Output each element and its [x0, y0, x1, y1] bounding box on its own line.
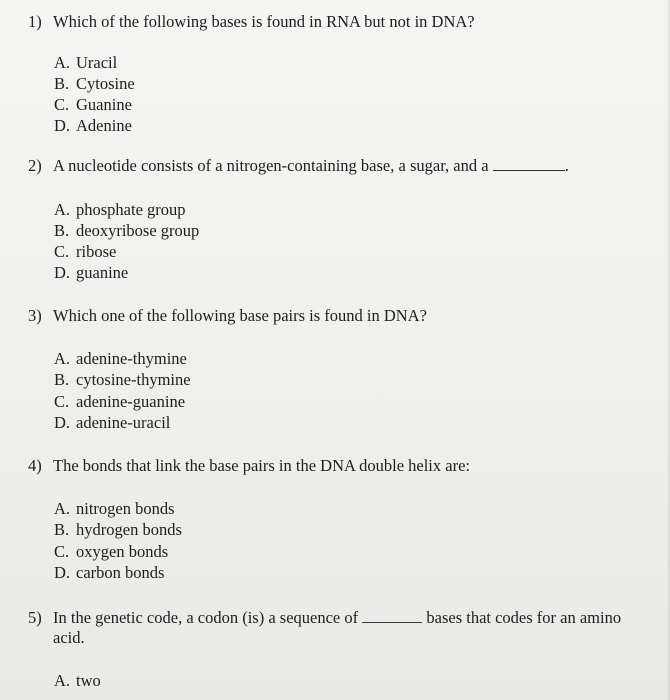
option-3a: [54, 349, 187, 369]
option-letter: B.: [54, 74, 70, 93]
question-text: Which of the following bases is found in RNA but not in DNA?: [53, 12, 475, 31]
option-4b: [54, 520, 182, 540]
question-trailing: .: [564, 156, 569, 175]
option-text: phosphate group: [76, 200, 186, 219]
option-text: Guanine: [76, 95, 132, 114]
option-3b: [54, 370, 191, 390]
option-text: Uracil: [76, 53, 118, 72]
option-text: two: [76, 671, 101, 690]
option-3c: [54, 392, 185, 412]
question-number: 3): [28, 306, 42, 325]
option-4a: [54, 499, 175, 519]
option-text: ribose: [76, 242, 117, 261]
answer-blank: [362, 608, 422, 623]
option-text: adenine-uracil: [76, 413, 171, 432]
option-letter: A.: [54, 349, 71, 368]
option-letter: D.: [54, 116, 71, 135]
option-text: cytosine-thymine: [76, 370, 191, 389]
option-3d: [54, 413, 170, 433]
option-letter: D.: [54, 263, 71, 282]
option-text: deoxyribose group: [76, 221, 200, 240]
option-text: nitrogen bonds: [76, 499, 175, 518]
option-1b: [54, 74, 135, 94]
option-5a: [54, 671, 101, 691]
question-text: [53, 608, 621, 628]
option-letter: A.: [54, 671, 71, 690]
option-letter: A.: [54, 53, 71, 72]
option-letter: A.: [54, 499, 71, 518]
option-1d: [54, 116, 132, 136]
option-letter: B.: [54, 370, 70, 389]
question-number: 4): [28, 456, 42, 475]
option-text: carbon bonds: [76, 563, 165, 582]
option-1a: [54, 53, 117, 73]
option-text: oxygen bonds: [76, 542, 169, 561]
option-text: guanine: [76, 263, 129, 282]
option-4d: [54, 563, 164, 583]
option-text: adenine-guanine: [76, 392, 186, 411]
option-letter: B.: [54, 520, 70, 539]
option-4c: [54, 542, 168, 562]
question-text-before: In the genetic code, a codon (is) a sequence of: [53, 608, 359, 627]
option-letter: C.: [54, 95, 70, 114]
question-number: 2): [28, 156, 42, 175]
option-letter: C.: [54, 542, 70, 561]
question-text-line2: acid.: [53, 628, 85, 647]
option-1c: [54, 95, 132, 115]
question-text-main: A nucleotide consists of a nitrogen-containing base, a sugar, and a: [53, 156, 489, 175]
option-letter: B.: [54, 221, 70, 240]
question-text: Which one of the following base pairs is found in DNA?: [53, 306, 427, 325]
question-number: 5): [28, 608, 42, 627]
option-2d: [54, 263, 128, 283]
option-2b: [54, 221, 199, 241]
option-text: adenine-thymine: [76, 349, 187, 368]
question-text: The bonds that link the base pairs in the DNA double helix are:: [53, 456, 470, 475]
option-letter: C.: [54, 392, 70, 411]
question-text-after: bases that codes for an amino: [426, 608, 622, 627]
option-text: Adenine: [76, 116, 132, 135]
answer-blank: [493, 156, 565, 171]
option-text: Cytosine: [76, 74, 135, 93]
option-2a: [54, 200, 186, 220]
option-letter: A.: [54, 200, 71, 219]
question-number: 1): [28, 12, 42, 31]
question-text: [53, 156, 569, 176]
option-letter: D.: [54, 563, 71, 582]
option-2c: [54, 242, 116, 262]
option-text: hydrogen bonds: [76, 520, 182, 539]
option-letter: D.: [54, 413, 71, 432]
option-letter: C.: [54, 242, 70, 261]
